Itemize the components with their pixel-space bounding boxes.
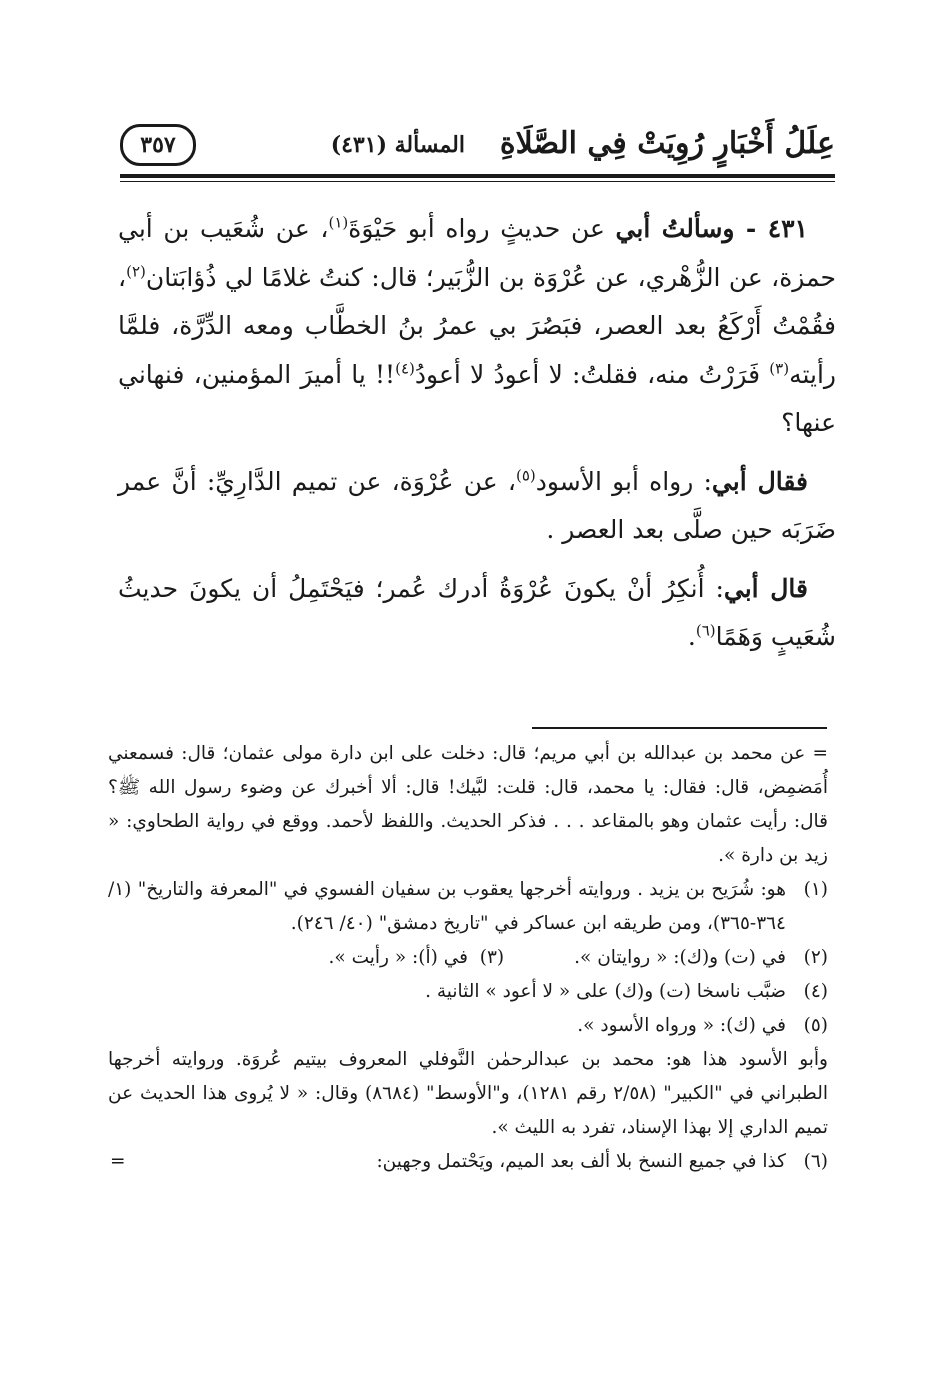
footnote-separator bbox=[532, 727, 827, 729]
text-run: : رواه أبو الأسود bbox=[535, 466, 712, 496]
footnote-ref: (٣) bbox=[769, 359, 790, 378]
header-rule bbox=[120, 174, 835, 178]
page-number: ٣٥٧ bbox=[120, 124, 196, 166]
issue-number: المسألة (٤٣١) bbox=[330, 132, 465, 158]
footnote-number: (٦) bbox=[803, 1151, 828, 1172]
footnote-text: في (ك): « ورواه الأسود ». bbox=[577, 1015, 786, 1036]
footnote-3 bbox=[329, 941, 505, 975]
footnote-text: ضبَّب ناسخا (ت) و(ك) على « لا أعود » الثانية . bbox=[425, 981, 786, 1002]
footnote-number: (٤) bbox=[803, 981, 828, 1002]
answer-paragraph bbox=[118, 458, 836, 555]
footnote-1 bbox=[108, 873, 828, 941]
text-run: عن حديثٍ رواه أبو حَيْوَةَ bbox=[348, 214, 616, 243]
text-run: ، فقُمْتُ أَرْكَعُ بعد العصر، فبَصُرَ بي عمرُ بنُ الخطَّاب ومعه الدِّرَّة، فلمَّا رأيته bbox=[118, 262, 836, 389]
footnote-ref: (٥) bbox=[515, 466, 536, 485]
footnote-5-continuation: وأبو الأسود هذا هو: محمد بن عبدالرحمٰن النَّوفلي المعروف بيتيم عُروَة. وروايته أخرجها الطبراني في "الكبير" (٢/٥٨ رقم ١٢٨١)، و"الأوسط" (٨٦٨٤) وقال: « لا يُروى هذا الحديث عن تميم الداري إلا بهذا الإسناد، تفرد به الليث ». bbox=[108, 1049, 828, 1138]
text-run: فَرَرْتُ منه، فقلتُ: لا أعودُ لا أعودُ bbox=[414, 359, 770, 389]
footnote-ref: (١) bbox=[328, 213, 349, 232]
text-run: : أُنكِرُ أنْ يكونَ عُرْوَةُ أدرك عُمر؛ فيَحْتَمِلُ أن يكونَ حديثُ شُعَيبٍ وَهَمًا bbox=[118, 573, 836, 651]
footnote-4 bbox=[108, 975, 828, 1009]
footnote-2-3 bbox=[108, 941, 828, 975]
text-run: !! يا أميرَ المؤمنين، فنهاني عنها؟ bbox=[118, 359, 836, 437]
header-rule-thin bbox=[120, 181, 835, 182]
footnotes bbox=[108, 737, 828, 1179]
footnote-text: كذا في جميع النسخ بلا ألف بعد الميم، ويَحْتمل وجهين: bbox=[376, 1151, 786, 1172]
main-text bbox=[118, 205, 836, 672]
footnote-text bbox=[108, 941, 786, 975]
footnote-3-text: في (أ): « رأيت ». bbox=[328, 947, 468, 968]
text-run: ، عن عُرْوَة، عن تميم الدَّارِيِّ: أنَّ عمر ضَرَبَه حين صلَّى بعد العصر . bbox=[118, 466, 836, 544]
footnote-continuation: = عن محمد بن عبدالله بن أبي مريم؛ قال: دخلت على ابن دارة مولى عثمان؛ قال: فسمعني أُمَضمِض، قال: فقال: يا محمد، قال: قلت: لبَّيك! قال: ألا أخبرك عن وضوء رسول الله ﷺ؟ قال: رأيت عثمان وهو بالمقاعد . . . فذكر الحديث. واللفظ لأحمد. ووقع في رواية الطحاوي: « زيد بن دارة ». bbox=[108, 743, 828, 866]
text-run: . bbox=[687, 622, 696, 651]
text-run: ، عن شُعَيب بن أبي حمزة، عن الزُّهْري، عن عُرْوَة بن الزُّبَير؛ قال: كنتُ غلامًا لي ذُؤابَتان bbox=[118, 214, 836, 292]
question-paragraph bbox=[118, 205, 836, 448]
footnote-number: (٥) bbox=[803, 1015, 828, 1036]
footnote-ref: (٤) bbox=[395, 359, 415, 378]
comment-lead: قال أبي bbox=[723, 573, 808, 603]
footnote-text: هو: شُرَيح بن يزيد . وروايته أخرجها يعقوب بن سفيان الفسوي في "المعرفة والتاريخ" (١/ ٣٦٤-٣٦٥)، ومن طريقه ابن عساكر في "تاريخ دمشق" (٤٠/ ٢٤٦). bbox=[108, 879, 786, 934]
issue-lead: ٤٣١ - وسألتُ أبي bbox=[615, 214, 808, 243]
footnote-number: (٢) bbox=[803, 947, 828, 968]
footnote-ref: (٦) bbox=[695, 621, 716, 640]
answer-lead: فقال أبي bbox=[711, 466, 808, 496]
footnote-6 bbox=[108, 1145, 828, 1179]
footnote-ref: (٢) bbox=[126, 262, 146, 281]
book-title: عِلَلُ أَخْبَارٍ رُوِيَتْ فِي الصَّلَاةِ bbox=[499, 126, 835, 161]
footnote-number: (١) bbox=[803, 879, 828, 900]
footnote-5 bbox=[108, 1009, 828, 1043]
continuation-mark: = bbox=[110, 1151, 126, 1172]
footnote-number: (٣) bbox=[479, 947, 505, 968]
comment-paragraph bbox=[118, 565, 836, 662]
footnote-2-text: في (ت) و(ك): « روايتان ». bbox=[574, 947, 786, 968]
running-header bbox=[120, 118, 835, 178]
